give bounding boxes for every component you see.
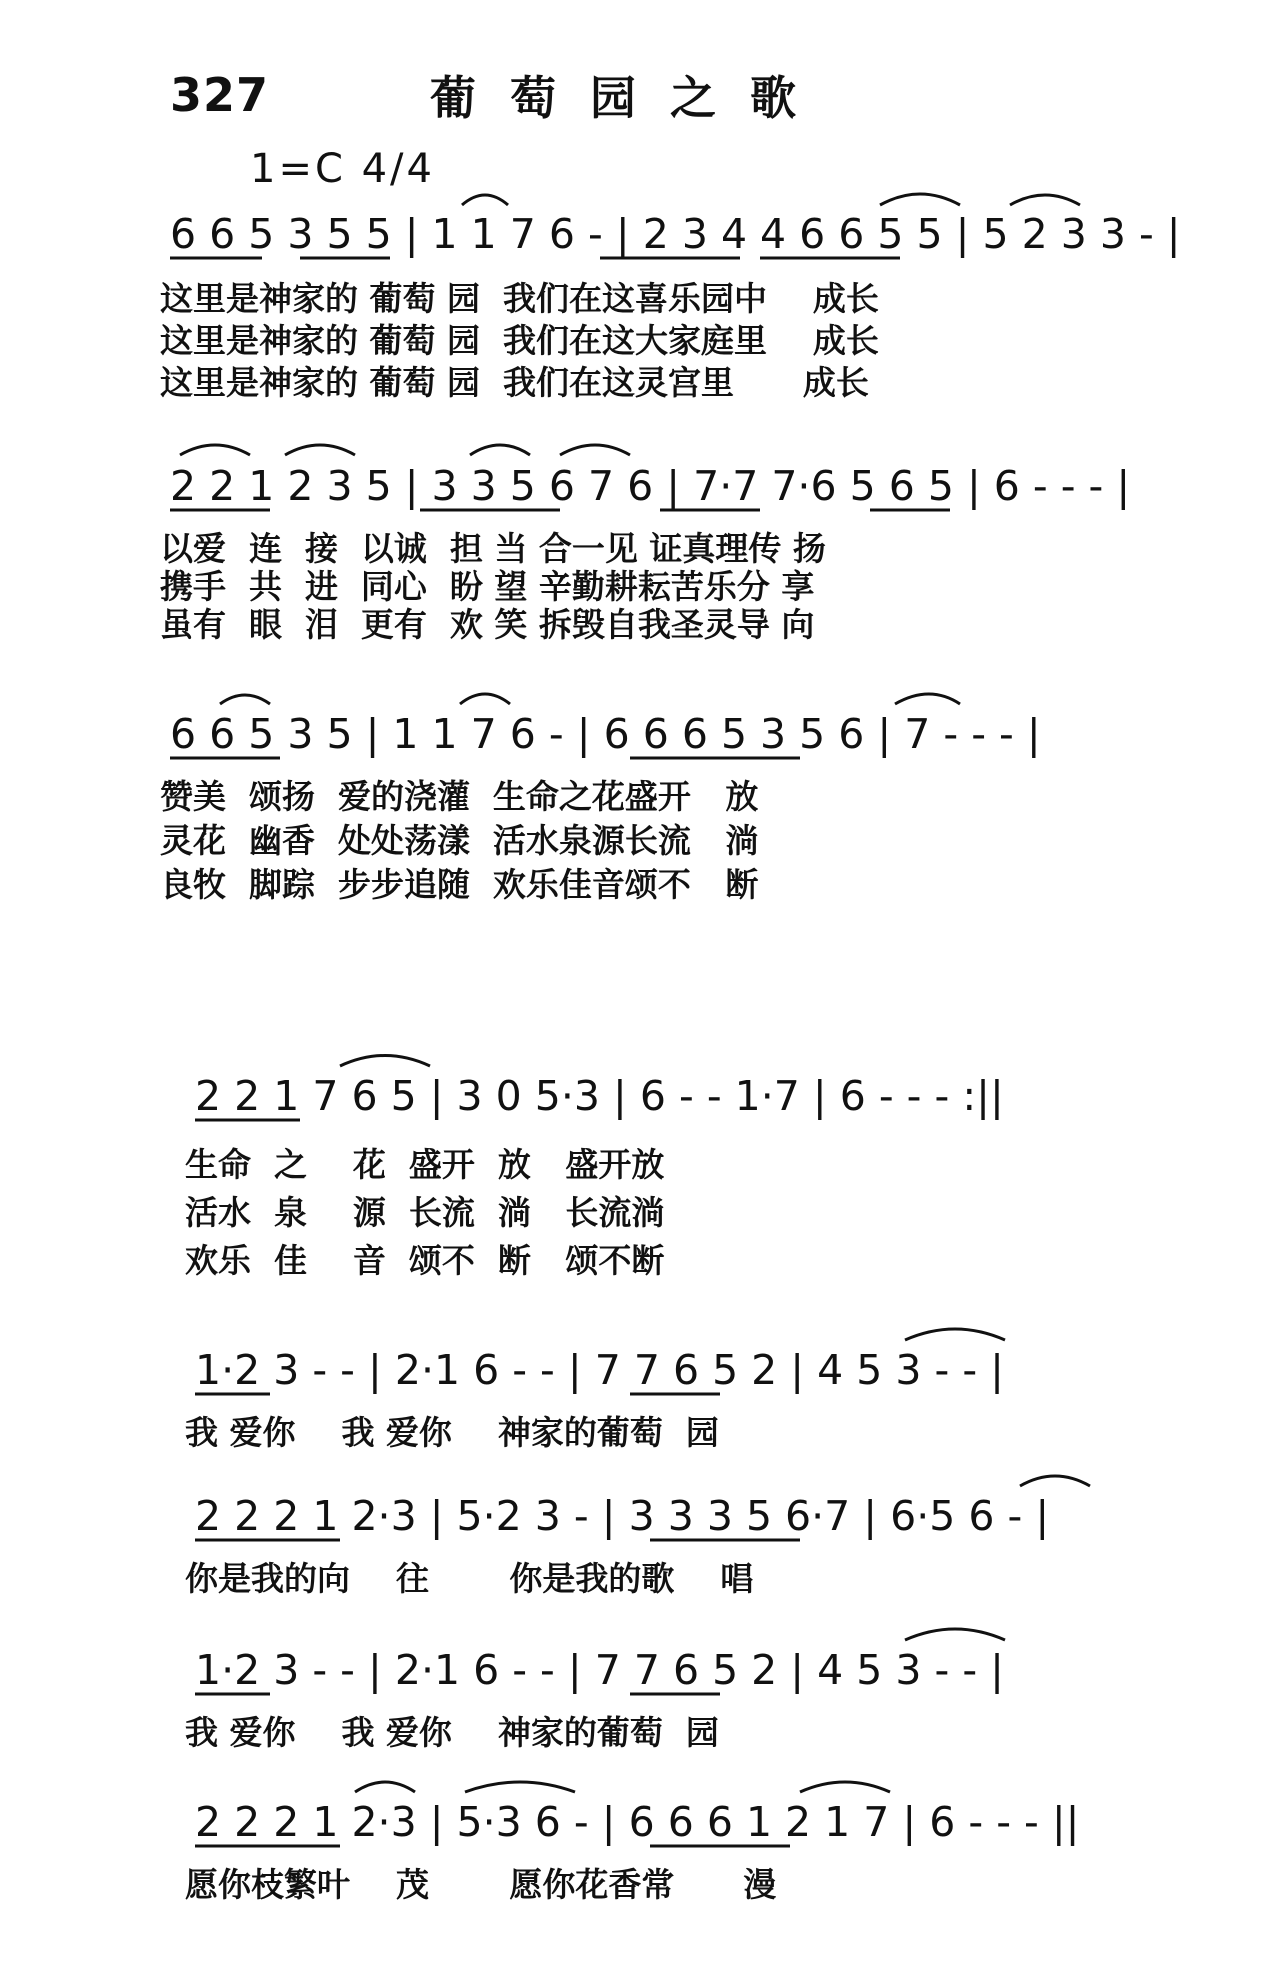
lyric-line-1-2: 这里是神家的 葡萄 园 我们在这大家庭里 成长	[160, 321, 879, 360]
slur-mark	[895, 694, 960, 704]
slur-mark	[465, 1782, 575, 1792]
lyric-line-1-3: 这里是神家的 葡萄 园 我们在这灵宫里 成长	[160, 363, 869, 402]
slur-mark	[905, 1329, 1005, 1340]
lyric-line-1-1: 这里是神家的 葡萄 园 我们在这喜乐园中 成长	[160, 279, 879, 318]
notation-line-7: 1·2 3 - - | 2·1 6 - - | 7 7 6 5 2 | 4 5 3 - - |	[195, 1646, 1004, 1694]
notation-line-2: 2 2 1 2 3 5 | 3 3 5 6 7 6 | 7·7 7·6 5 6 5 | 6 - - - |	[170, 462, 1131, 510]
slur-mark	[880, 194, 960, 205]
song-title: 葡萄园之歌	[430, 71, 830, 125]
lyric-line-2-2: 携手 共 进 同心 盼 望 辛勤耕耘苦乐分 享	[160, 567, 815, 606]
lyric-line-4-2: 活水 泉 源 长流 淌 长流淌	[185, 1193, 665, 1232]
slur-mark	[1020, 1476, 1090, 1486]
lyric-line-3-2: 灵花 幽香 处处荡漾 活水泉源长流 淌	[160, 821, 759, 860]
lyric-line-2-3: 虽有 眼 泪 更有 欢 笑 拆毁自我圣灵导 向	[160, 605, 815, 644]
notation-line-1: 6 6 5 3 5 5 | 1 1 7 6 - | 2 3 4 4 6 6 5 5 | 5 2 3 3 - |	[170, 210, 1181, 258]
lyric-line-3-3: 良牧 脚踪 步步追随 欢乐佳音颂不 断	[160, 865, 759, 904]
notation-line-6: 2 2 2 1 2·3 | 5·2 3 - | 3 3 3 5 6·7 | 6·5 6 - |	[195, 1492, 1050, 1540]
slur-mark	[1010, 195, 1080, 205]
slur-mark	[800, 1782, 890, 1792]
slur-mark	[285, 445, 355, 455]
slur-mark	[355, 1782, 415, 1792]
slur-mark	[220, 695, 270, 704]
notation-line-5: 1·2 3 - - | 2·1 6 - - | 7 7 6 5 2 | 4 5 3 - - |	[195, 1346, 1004, 1394]
lyric-line-6-1: 你是我的向 往 你是我的歌 唱	[185, 1559, 754, 1598]
slur-mark	[560, 445, 630, 455]
key-signature: 1=C 4/4	[250, 146, 435, 192]
lyric-line-5-1: 我 爱你 我 爱你 神家的葡萄 园	[185, 1413, 719, 1452]
slur-mark	[905, 1629, 1005, 1640]
lyric-line-4-3: 欢乐 佳 音 颂不 断 颂不断	[185, 1241, 665, 1280]
notation-line-3: 6 6 5 3 5 | 1 1 7 6 - | 6 6 6 5 3 5 6 | 7 - - - |	[170, 710, 1041, 758]
lyric-line-3-1: 赞美 颂扬 爱的浇灌 生命之花盛开 放	[160, 777, 759, 816]
lyric-line-4-1: 生命 之 花 盛开 放 盛开放	[185, 1145, 665, 1184]
slur-mark	[340, 1056, 430, 1067]
lyric-line-8-1: 愿你枝繁叶 茂 愿你花香常 漫	[185, 1865, 777, 1904]
slur-mark	[460, 694, 510, 704]
slur-mark	[470, 445, 530, 455]
notation-line-8: 2 2 2 1 2·3 | 5·3 6 - | 6 6 6 1 2 1 7 | 6 - - - ||	[195, 1798, 1080, 1846]
lyric-line-2-1: 以爱 连 接 以诚 担 当 合一见 证真理传 扬	[160, 529, 826, 568]
notation-line-4: 2 2 1 7 6 5 | 3 0 5·3 | 6 - - 1·7 | 6 - - - :||	[195, 1072, 1004, 1120]
song-number: 327	[170, 68, 270, 122]
lyric-line-7-1: 我 爱你 我 爱你 神家的葡萄 园	[185, 1713, 719, 1752]
slur-mark	[462, 195, 508, 205]
slur-mark	[180, 445, 250, 455]
